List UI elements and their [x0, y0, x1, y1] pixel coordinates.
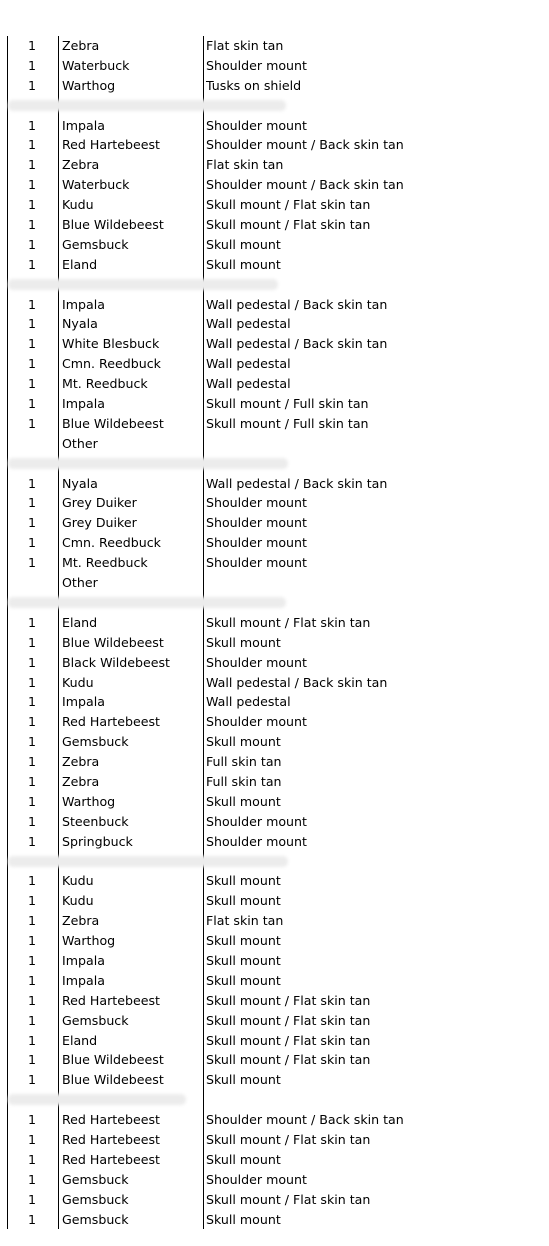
treatment-cell: Shoulder mount — [206, 1171, 307, 1187]
quantity-cell: 1 — [28, 1171, 37, 1187]
treatment-cell: Skull mount — [206, 1072, 281, 1088]
animal-cell: Impala — [62, 396, 105, 412]
treatment-cell: Wall pedestal — [206, 694, 291, 710]
treatment-cell: Skull mount / Flat skin tan — [206, 217, 371, 233]
quantity-cell: 1 — [28, 555, 37, 571]
table-row — [0, 732, 549, 752]
treatment-cell: Skull mount / Flat skin tan — [206, 1012, 371, 1028]
quantity-cell: 1 — [28, 1191, 37, 1207]
trophy-group — [0, 613, 549, 852]
table-row — [0, 135, 549, 155]
treatment-cell: Skull mount / Flat skin tan — [206, 197, 371, 213]
animal-cell: Gemsbuck — [62, 236, 129, 252]
treatment-cell: Shoulder mount / Back skin tan — [206, 177, 404, 193]
treatment-cell: Skull mount — [206, 734, 281, 750]
table-row — [0, 434, 549, 454]
treatment-cell: Skull mount / Full skin tan — [206, 396, 369, 412]
quantity-cell: 1 — [28, 913, 37, 929]
animal-cell: Kudu — [62, 873, 94, 889]
table-row — [0, 971, 549, 991]
table-row — [0, 36, 549, 56]
quantity-cell: 1 — [28, 236, 37, 252]
quantity-cell: 1 — [28, 57, 37, 73]
animal-cell: Red Hartebeest — [62, 1131, 160, 1147]
blurred-redaction-bar — [8, 279, 278, 290]
quantity-cell: 1 — [28, 754, 37, 770]
animal-cell: Eland — [62, 614, 98, 630]
animal-cell: Waterbuck — [62, 177, 130, 193]
treatment-cell: Skull mount / Full skin tan — [206, 415, 369, 431]
animal-cell: Mt. Reedbuck — [62, 376, 148, 392]
quantity-cell: 1 — [28, 316, 37, 332]
treatment-cell: Skull mount / Flat skin tan — [206, 1131, 371, 1147]
table-row — [0, 991, 549, 1011]
animal-cell: Red Hartebeest — [62, 137, 160, 153]
table-row — [0, 871, 549, 891]
table-row — [0, 374, 549, 394]
table-row — [0, 1150, 549, 1170]
table-row — [0, 692, 549, 712]
animal-cell: Warthog — [62, 933, 116, 949]
treatment-cell: Flat skin tan — [206, 157, 284, 173]
animal-cell: Black Wildebeest — [62, 654, 170, 670]
group-separator — [0, 593, 549, 613]
quantity-cell: 1 — [28, 933, 37, 949]
table-row — [0, 314, 549, 334]
table-row — [0, 533, 549, 553]
table-row — [0, 175, 549, 195]
blurred-redaction-bar — [8, 597, 286, 608]
trophy-group — [0, 871, 549, 1090]
treatment-cell: Shoulder mount — [206, 654, 307, 670]
blurred-redaction-bar — [8, 1094, 186, 1105]
treatment-cell: Flat skin tan — [206, 913, 284, 929]
treatment-cell: Skull mount — [206, 1151, 281, 1167]
animal-cell: Cmn. Reedbuck — [62, 356, 161, 372]
quantity-cell: 1 — [28, 833, 37, 849]
treatment-cell: Skull mount — [206, 236, 281, 252]
table-row — [0, 1070, 549, 1090]
blurred-redaction-bar — [8, 458, 288, 469]
table-row — [0, 1190, 549, 1210]
animal-cell: Blue Wildebeest — [62, 217, 164, 233]
group-separator — [0, 96, 549, 116]
quantity-cell: 1 — [28, 296, 37, 312]
quantity-cell: 1 — [28, 992, 37, 1008]
animal-cell: Zebra — [62, 38, 100, 53]
animal-cell: Gemsbuck — [62, 1012, 129, 1028]
treatment-cell: Shoulder mount — [206, 117, 307, 133]
animal-cell: Kudu — [62, 893, 94, 909]
quantity-cell: 1 — [28, 1072, 37, 1088]
trophy-group — [0, 295, 549, 454]
quantity-cell: 1 — [28, 1131, 37, 1147]
animal-cell: Nyala — [62, 475, 98, 491]
animal-cell: Zebra — [62, 773, 100, 789]
table-row — [0, 752, 549, 772]
treatment-cell: Wall pedestal / Back skin tan — [206, 674, 388, 690]
animal-cell: Red Hartebeest — [62, 992, 160, 1008]
table-row — [0, 1050, 549, 1070]
quantity-cell: 1 — [28, 117, 37, 133]
quantity-cell: 1 — [28, 396, 37, 412]
quantity-cell: 1 — [28, 1211, 37, 1227]
quantity-cell: 1 — [28, 137, 37, 153]
quantity-cell: 1 — [28, 475, 37, 491]
quantity-cell: 1 — [28, 535, 37, 551]
table-row — [0, 1130, 549, 1150]
animal-cell: Kudu — [62, 197, 94, 213]
table-row — [0, 891, 549, 911]
table-row — [0, 1011, 549, 1031]
quantity-cell: 1 — [28, 515, 37, 531]
animal-cell: White Blesbuck — [62, 336, 160, 352]
quantity-cell: 1 — [28, 415, 37, 431]
quantity-cell: 1 — [28, 694, 37, 710]
animal-cell: Waterbuck — [62, 57, 130, 73]
trophy-group — [0, 1110, 549, 1229]
treatment-cell: Wall pedestal / Back skin tan — [206, 296, 388, 312]
quantity-cell: 1 — [28, 634, 37, 650]
animal-cell: Gemsbuck — [62, 1211, 129, 1227]
table-row — [0, 235, 549, 255]
table-row — [0, 1210, 549, 1230]
trophy-group — [0, 36, 549, 96]
quantity-cell: 1 — [28, 654, 37, 670]
treatment-cell: Full skin tan — [206, 773, 282, 789]
animal-cell: Impala — [62, 117, 105, 133]
animal-cell: Warthog — [62, 77, 116, 93]
table-row — [0, 911, 549, 931]
table-row — [0, 76, 549, 96]
quantity-cell: 1 — [28, 773, 37, 789]
animal-cell: Red Hartebeest — [62, 714, 160, 730]
animal-cell: Red Hartebeest — [62, 1151, 160, 1167]
treatment-cell: Shoulder mount — [206, 535, 307, 551]
table-row — [0, 1110, 549, 1130]
animal-cell: Zebra — [62, 913, 100, 929]
treatment-cell: Skull mount — [206, 793, 281, 809]
quantity-cell: 1 — [28, 217, 37, 233]
table-row — [0, 1031, 549, 1051]
animal-cell: Gemsbuck — [62, 1171, 129, 1187]
treatment-cell: Skull mount — [206, 873, 281, 889]
treatment-cell: Flat skin tan — [206, 38, 284, 53]
table-row — [0, 295, 549, 315]
trophy-group — [0, 474, 549, 593]
table-row — [0, 215, 549, 235]
quantity-cell: 1 — [28, 1052, 37, 1068]
table-row — [0, 155, 549, 175]
treatment-cell: Tusks on shield — [206, 77, 302, 93]
treatment-cell: Skull mount — [206, 933, 281, 949]
table-row — [0, 633, 549, 653]
treatment-cell: Wall pedestal / Back skin tan — [206, 336, 388, 352]
quantity-cell: 1 — [28, 376, 37, 392]
treatment-cell: Wall pedestal — [206, 356, 291, 372]
quantity-cell: 1 — [28, 893, 37, 909]
treatment-cell: Shoulder mount — [206, 813, 307, 829]
animal-cell: Blue Wildebeest — [62, 1052, 164, 1068]
blurred-redaction-bar — [8, 856, 288, 867]
trophy-list-sheet — [0, 36, 549, 1229]
animal-cell: Grey Duiker — [62, 495, 137, 511]
quantity-cell: 1 — [28, 793, 37, 809]
treatment-cell: Shoulder mount / Back skin tan — [206, 137, 404, 153]
animal-cell: Impala — [62, 296, 105, 312]
table-row — [0, 255, 549, 275]
table-row — [0, 812, 549, 832]
animal-cell: Steenbuck — [62, 813, 129, 829]
quantity-cell: 1 — [28, 1012, 37, 1028]
treatment-cell: Skull mount — [206, 893, 281, 909]
animal-cell: Blue Wildebeest — [62, 415, 164, 431]
quantity-cell: 1 — [28, 714, 37, 730]
treatment-cell: Shoulder mount — [206, 57, 307, 73]
table-row — [0, 792, 549, 812]
table-row — [0, 832, 549, 852]
treatment-cell: Wall pedestal — [206, 376, 291, 392]
treatment-cell: Skull mount — [206, 634, 281, 650]
treatment-cell: Skull mount — [206, 972, 281, 988]
treatment-cell: Skull mount / Flat skin tan — [206, 1032, 371, 1048]
group-separator — [0, 1090, 549, 1110]
treatment-cell: Skull mount / Flat skin tan — [206, 992, 371, 1008]
table-row — [0, 712, 549, 732]
treatment-cell: Shoulder mount — [206, 833, 307, 849]
quantity-cell: 1 — [28, 1151, 37, 1167]
animal-cell: Grey Duiker — [62, 515, 137, 531]
table-row — [0, 334, 549, 354]
table-row — [0, 931, 549, 951]
quantity-cell: 1 — [28, 77, 37, 93]
group-separator — [0, 454, 549, 474]
table-row — [0, 673, 549, 693]
treatment-cell: Skull mount / Flat skin tan — [206, 1191, 371, 1207]
treatment-cell: Skull mount — [206, 952, 281, 968]
animal-cell: Eland — [62, 256, 98, 272]
animal-cell: Nyala — [62, 316, 98, 332]
table-row — [0, 951, 549, 971]
animal-cell: Warthog — [62, 793, 116, 809]
animal-cell: Kudu — [62, 674, 94, 690]
quantity-cell: 1 — [28, 336, 37, 352]
animal-cell: Gemsbuck — [62, 1191, 129, 1207]
quantity-cell: 1 — [28, 734, 37, 750]
trophy-groups — [0, 36, 549, 1229]
quantity-cell: 1 — [28, 1032, 37, 1048]
animal-cell: Zebra — [62, 157, 100, 173]
treatment-cell: Skull mount — [206, 1211, 281, 1227]
treatment-cell: Skull mount / Flat skin tan — [206, 614, 371, 630]
table-row — [0, 195, 549, 215]
quantity-cell: 1 — [28, 813, 37, 829]
treatment-cell: Wall pedestal / Back skin tan — [206, 475, 388, 491]
animal-cell: Zebra — [62, 754, 100, 770]
treatment-cell: Shoulder mount / Back skin tan — [206, 1112, 404, 1128]
quantity-cell: 1 — [28, 614, 37, 630]
quantity-cell: 1 — [28, 356, 37, 372]
table-row — [0, 56, 549, 76]
table-row — [0, 354, 549, 374]
quantity-cell: 1 — [28, 952, 37, 968]
treatment-cell: Shoulder mount — [206, 714, 307, 730]
quantity-cell: 1 — [28, 177, 37, 193]
table-row — [0, 414, 549, 434]
animal-cell: Cmn. Reedbuck — [62, 535, 161, 551]
treatment-cell: Skull mount — [206, 256, 281, 272]
quantity-cell: 1 — [28, 1112, 37, 1128]
table-row — [0, 474, 549, 494]
table-row — [0, 613, 549, 633]
animal-cell: Gemsbuck — [62, 734, 129, 750]
quantity-cell: 1 — [28, 38, 37, 53]
animal-cell: Impala — [62, 972, 105, 988]
quantity-cell: 1 — [28, 256, 37, 272]
table-row — [0, 493, 549, 513]
treatment-cell: Skull mount / Flat skin tan — [206, 1052, 371, 1068]
quantity-cell: 1 — [28, 197, 37, 213]
animal-cell: Blue Wildebeest — [62, 634, 164, 650]
group-separator — [0, 852, 549, 872]
treatment-cell: Shoulder mount — [206, 515, 307, 531]
animal-cell: Red Hartebeest — [62, 1112, 160, 1128]
quantity-cell: 1 — [28, 674, 37, 690]
animal-cell: Impala — [62, 694, 105, 710]
quantity-cell: 1 — [28, 873, 37, 889]
table-row — [0, 116, 549, 136]
table-row — [0, 573, 549, 593]
animal-cell: Other — [62, 435, 98, 451]
animal-cell: Eland — [62, 1032, 98, 1048]
treatment-cell: Shoulder mount — [206, 495, 307, 511]
quantity-cell: 1 — [28, 972, 37, 988]
animal-cell: Other — [62, 575, 98, 591]
treatment-cell: Wall pedestal — [206, 316, 291, 332]
quantity-cell: 1 — [28, 495, 37, 511]
trophy-group — [0, 116, 549, 275]
animal-cell: Mt. Reedbuck — [62, 555, 148, 571]
table-row — [0, 653, 549, 673]
animal-cell: Impala — [62, 952, 105, 968]
table-row — [0, 772, 549, 792]
blurred-redaction-bar — [8, 100, 286, 111]
quantity-cell: 1 — [28, 157, 37, 173]
treatment-cell: Full skin tan — [206, 754, 282, 770]
group-separator — [0, 275, 549, 295]
table-row — [0, 553, 549, 573]
animal-cell: Blue Wildebeest — [62, 1072, 164, 1088]
animal-cell: Springbuck — [62, 833, 133, 849]
treatment-cell: Shoulder mount — [206, 555, 307, 571]
table-row — [0, 1170, 549, 1190]
table-row — [0, 394, 549, 414]
table-row — [0, 513, 549, 533]
